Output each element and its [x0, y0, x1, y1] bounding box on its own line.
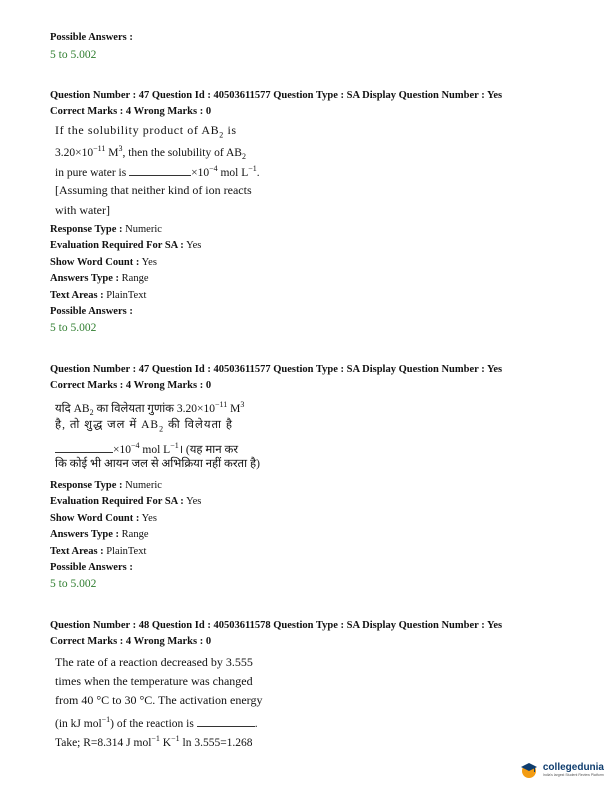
question-text-line: (in kJ mol$^{-1}$) of the reaction is . — [55, 715, 258, 730]
possible-answers-label: Possible Answers : — [50, 32, 133, 43]
answers-type: Answers Type : Range — [50, 529, 149, 540]
evaluation-required: Evaluation Required For SA : Yes — [50, 496, 202, 507]
answer-blank — [129, 165, 191, 176]
evaluation-required: Evaluation Required For SA : Yes — [50, 240, 202, 251]
possible-answer-value: 5 to 5.002 — [50, 578, 97, 590]
graduation-cap-icon — [519, 760, 539, 780]
question-text-line: $3.20\times 10^{-11}$ $M^3$, then the solubility of $AB_2$ — [55, 144, 246, 162]
question-text-line: The rate of a reaction decreased by 3.555 — [55, 655, 253, 669]
logo-tagline: India's largest Student Review Platform — [542, 773, 604, 777]
show-word-count: Show Word Count : Yes — [50, 513, 157, 524]
question-text-line: If the solubility product of $AB_2$ is — [55, 123, 237, 140]
question-text-line: $\times 10^{-4}$ mol $L^{-1}।$ (यह मान कर — [55, 436, 238, 460]
marks-line: Correct Marks : 4 Wrong Marks : 0 — [50, 636, 212, 647]
question-text-line: कि कोई भी आयन जल से अभिक्रिया नहीं करता है) — [55, 458, 260, 470]
text-areas: Text Areas : PlainText — [50, 546, 147, 557]
question-text-line: in pure water is $\times 10^{-4}$ mol $L^{-1}$. — [55, 164, 260, 179]
response-type: Response Type : Numeric — [50, 224, 162, 235]
marks-line: Correct Marks : 4 Wrong Marks : 0 — [50, 106, 212, 117]
possible-answer-value: 5 to 5.002 — [50, 49, 97, 61]
question-text-line: [Assuming that neither kind of ion reacts — [55, 183, 252, 197]
question-text-line: यदि $AB_2$ का विलेयता गुणांक $3.20\times 10^{-11}$ $M^3$ — [55, 400, 245, 418]
question-text-line: Take; R=8.314 J mol$^{-1}$ $K^{-1}$ ln 3.555=1.268 — [55, 734, 253, 749]
question-text-line: from 40 °C to 30 °C. The activation energy — [55, 693, 263, 707]
question-header: Question Number : 48 Question Id : 40503611578 Question Type : SA Display Question Number : Yes — [50, 620, 503, 631]
question-text-line: with water] — [55, 203, 110, 217]
show-word-count: Show Word Count : Yes — [50, 257, 157, 268]
marks-line: Correct Marks : 4 Wrong Marks : 0 — [50, 380, 212, 391]
question-header: Question Number : 47 Question Id : 40503611577 Question Type : SA Display Question Number : Yes — [50, 90, 503, 101]
text-areas: Text Areas : PlainText — [50, 290, 147, 301]
answer-blank — [55, 442, 113, 453]
answers-type: Answers Type : Range — [50, 273, 149, 284]
question-header: Question Number : 47 Question Id : 40503611577 Question Type : SA Display Question Number : Yes — [50, 364, 503, 375]
question-text-line: times when the temperature was changed — [55, 674, 253, 688]
possible-answers-label: Possible Answers : — [50, 306, 133, 317]
possible-answer-value: 5 to 5.002 — [50, 322, 97, 334]
collegedunia-logo — [519, 760, 604, 780]
answer-blank — [197, 716, 255, 727]
response-type: Response Type : Numeric — [50, 480, 162, 491]
question-text-line: है, तो शुद्ध जल में $AB_2$ की विलेयता है — [55, 419, 234, 434]
possible-answers-label: Possible Answers : — [50, 562, 133, 573]
logo-name: collegedunia — [542, 762, 604, 773]
